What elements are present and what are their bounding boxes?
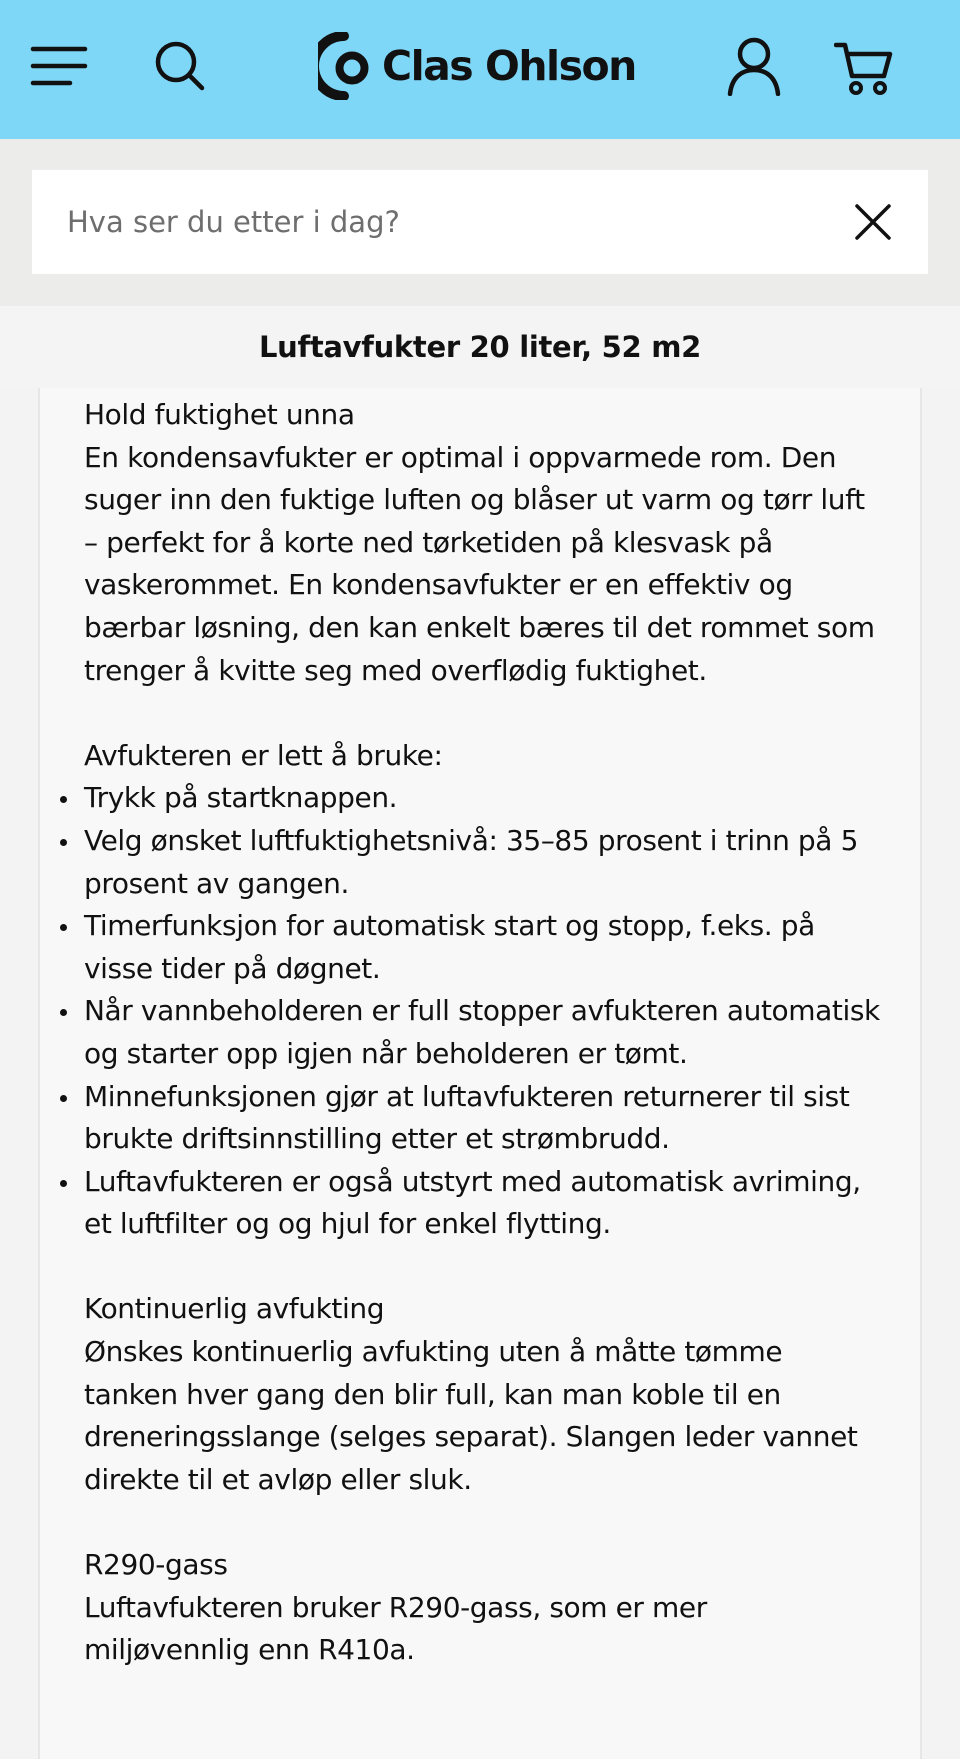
user-icon[interactable] <box>726 36 782 96</box>
menu-icon[interactable] <box>30 44 88 88</box>
product-title: Luftavfukter 20 liter, 52 m2 <box>258 330 702 364</box>
list-item: Timerfunksjon for automatisk start og stopp, f.eks. på visse tider på døgnet. <box>84 905 880 990</box>
brand-name: Clas Ohlson <box>382 42 636 90</box>
list-item: Minnefunksjonen gjør at luftavfukteren returnerer til sist brukte driftsinnstilling etter et strømbrudd. <box>84 1076 880 1161</box>
list-item: Luftavfukteren er også utstyrt med automatisk avriming, et luftfilter og og hjul for enkel flytting. <box>84 1161 880 1246</box>
search-input[interactable] <box>67 192 827 252</box>
section-heading-humidity: Hold fuktighet unna <box>84 398 355 431</box>
logo-icon <box>318 32 374 100</box>
section-heading-continuous: Kontinuerlig avfukting <box>84 1292 385 1326</box>
usage-list <box>84 777 880 1246</box>
section-heading-gas: R290-gass <box>84 1548 228 1582</box>
close-icon[interactable] <box>854 203 892 241</box>
product-title-bar <box>0 306 960 388</box>
brand-logo[interactable] <box>318 30 636 102</box>
search-box <box>32 170 928 274</box>
search-area <box>0 139 960 306</box>
top-bar <box>0 0 960 139</box>
section-heading-usage: Avfukteren er lett å bruke: <box>84 738 443 772</box>
section-body-continuous: Ønskes kontinuerlig avfukting uten å måtte tømme tanken hver gang den blir full, kan man koble til en dreneringsslange (selges separat). Slangen leder vannet direkte til et avløp eller sluk. <box>84 1335 858 1496</box>
search-icon[interactable] <box>154 40 206 92</box>
list-item: Velg ønsket luftfuktighetsnivå: 35–85 prosent i trinn på 5 prosent av gangen. <box>84 820 880 905</box>
product-description <box>38 388 922 1759</box>
cart-icon[interactable] <box>834 40 894 96</box>
list-item: Trykk på startknappen. <box>84 777 880 820</box>
list-item: Når vannbeholderen er full stopper avfukteren automatisk og starter opp igjen når beholderen er tømt. <box>84 990 880 1075</box>
section-body-gas: Luftavfukteren bruker R290-gass, som er mer miljøvennlig enn R410a. <box>84 1590 707 1667</box>
section-body-humidity: En kondensavfukter er optimal i oppvarmede rom. Den suger inn den fuktige luften og blåser ut varm og tørr luft – perfekt for å korte ned tørketiden på klesvask på vaskerommet. En kondensavfukter er en effektiv og bærbar løsning, den kan enkelt bæres til det rommet som trenger å kvitte seg med overflødig fuktighet. <box>84 440 875 687</box>
